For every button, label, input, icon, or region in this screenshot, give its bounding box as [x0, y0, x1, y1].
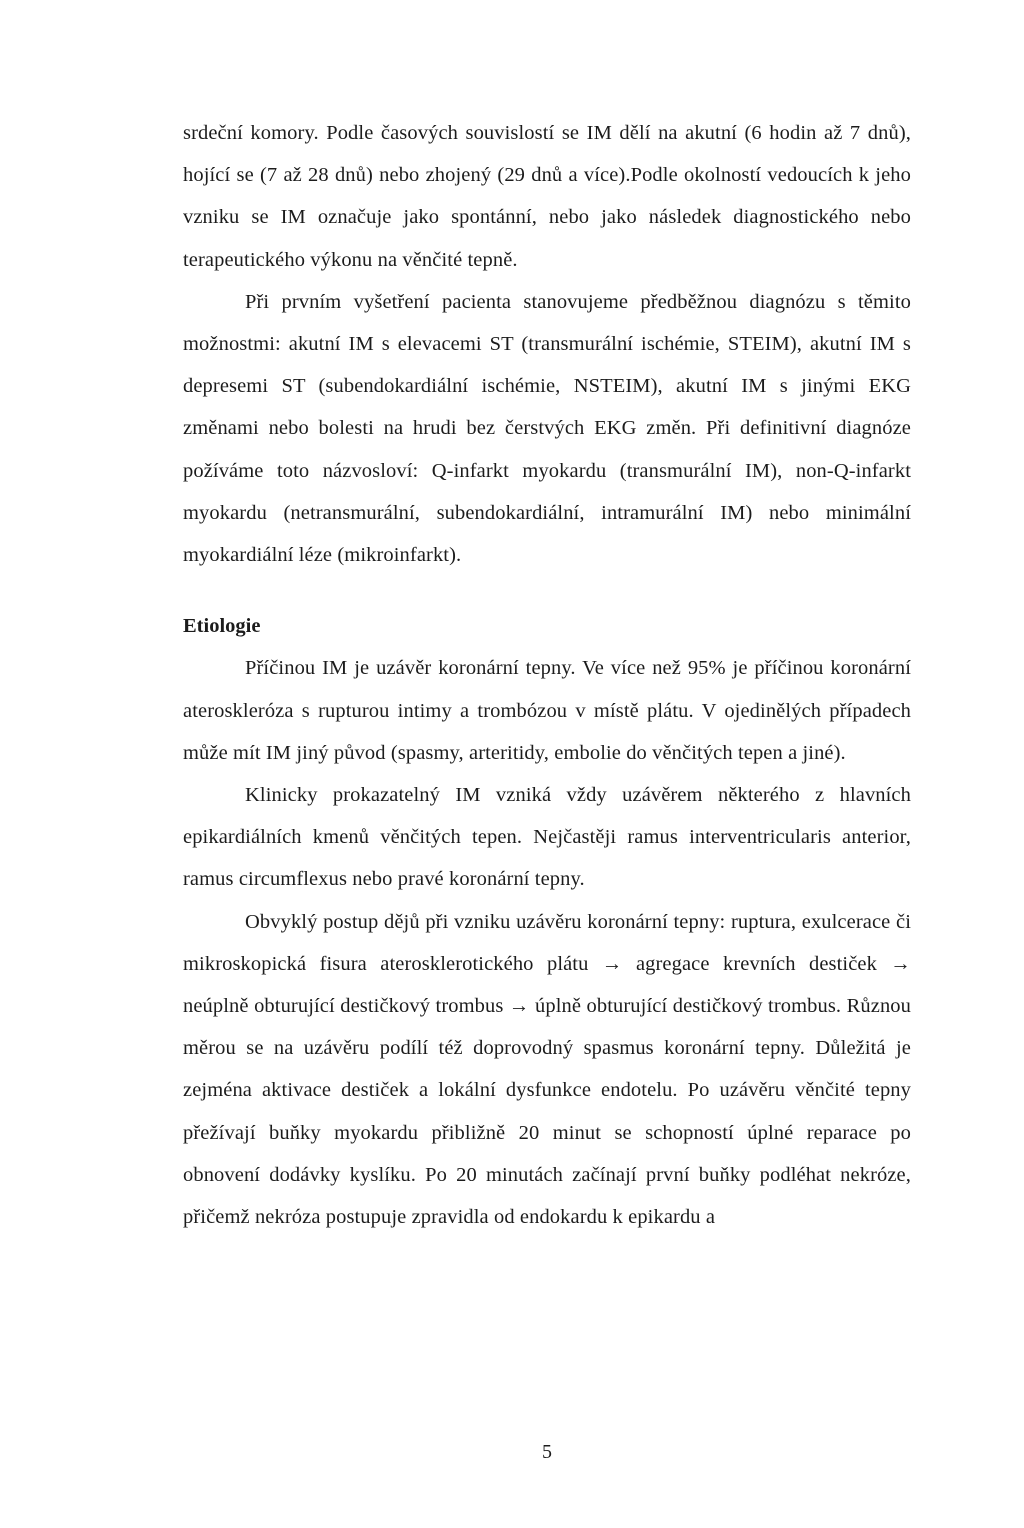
- paragraph-process-sequence: Obvyklý postup dějů při vzniku uzávěru koronární tepny: ruptura, exulcerace či mikroskopická fisura aterosklerotického plátu → agregace krevních destiček → neúplně obturující destičkový trombus → úplně obturující destičkový trombus. Různou měrou se na uzávěru podílí též doprovodný spasmus koronární tepny. Důležitá je zejména aktivace destiček a lokální dysfunkce endotelu. Po uzávěru věnčité tepny přežívají buňky myokardu přibližně 20 minut se schopností úplné reparace po obnovení dodávky kyslíku. Po 20 minutách začínají první buňky podléhat nekróze, přičemž nekróza postupuje zpravidla od endokardu k epikardu a: [183, 910, 911, 1229]
- page-number: 5: [542, 1441, 552, 1463]
- section-heading-etiologie: Etiologie: [183, 615, 261, 638]
- paragraph-clinical-occlusion: Klinicky prokazatelný IM vzniká vždy uzávěrem některého z hlavních epikardiálních kmenů věnčitých tepen. Nejčastěji ramus interventricularis anterior, ramus circumflexus nebo pravé koronární tepny.: [183, 784, 911, 891]
- paragraph-preliminary-diagnosis: Při prvním vyšetření pacienta stanovujeme předběžnou diagnózu s těmito možnostmi: akutní IM s elevacemi ST (transmurální ischémie, STEIM), akutní IM s depresemi ST (subendokardiální ischémie, NSTEIM), akutní IM s jinými EKG změnami nebo bolesti na hrudi bez čerstvých EKG změn. Při definitivní diagnóze požíváme toto názvosloví: Q-infarkt myokardu (transmurální IM), non-Q-infarkt myokardu (netransmurální, subendokardiální, intramurální IM) nebo minimální myokardiální léze (mikroinfarkt).: [183, 290, 911, 567]
- document-page: [183, 112, 911, 1238]
- paragraph-infarction-classification: srdeční komory. Podle časových souvislostí se IM dělí na akutní (6 hodin až 7 dnů), hojící se (7 až 28 dnů) nebo zhojený (29 dnů a více).Podle okolností vedoucích k jeho vzniku se IM označuje jako spontánní, nebo jako následek diagnostického nebo terapeutického výkonu na věnčité tepně.: [183, 122, 911, 271]
- paragraph-cause: Příčinou IM je uzávěr koronární tepny. Ve více než 95% je příčinou koronární ateroskleróza s rupturou intimy a trombózou v místě plátu. V ojedinělých případech může mít IM jiný původ (spasmy, arteritidy, embolie do věnčitých tepen a jiné).: [183, 657, 911, 764]
- section-spacer: [183, 576, 911, 605]
